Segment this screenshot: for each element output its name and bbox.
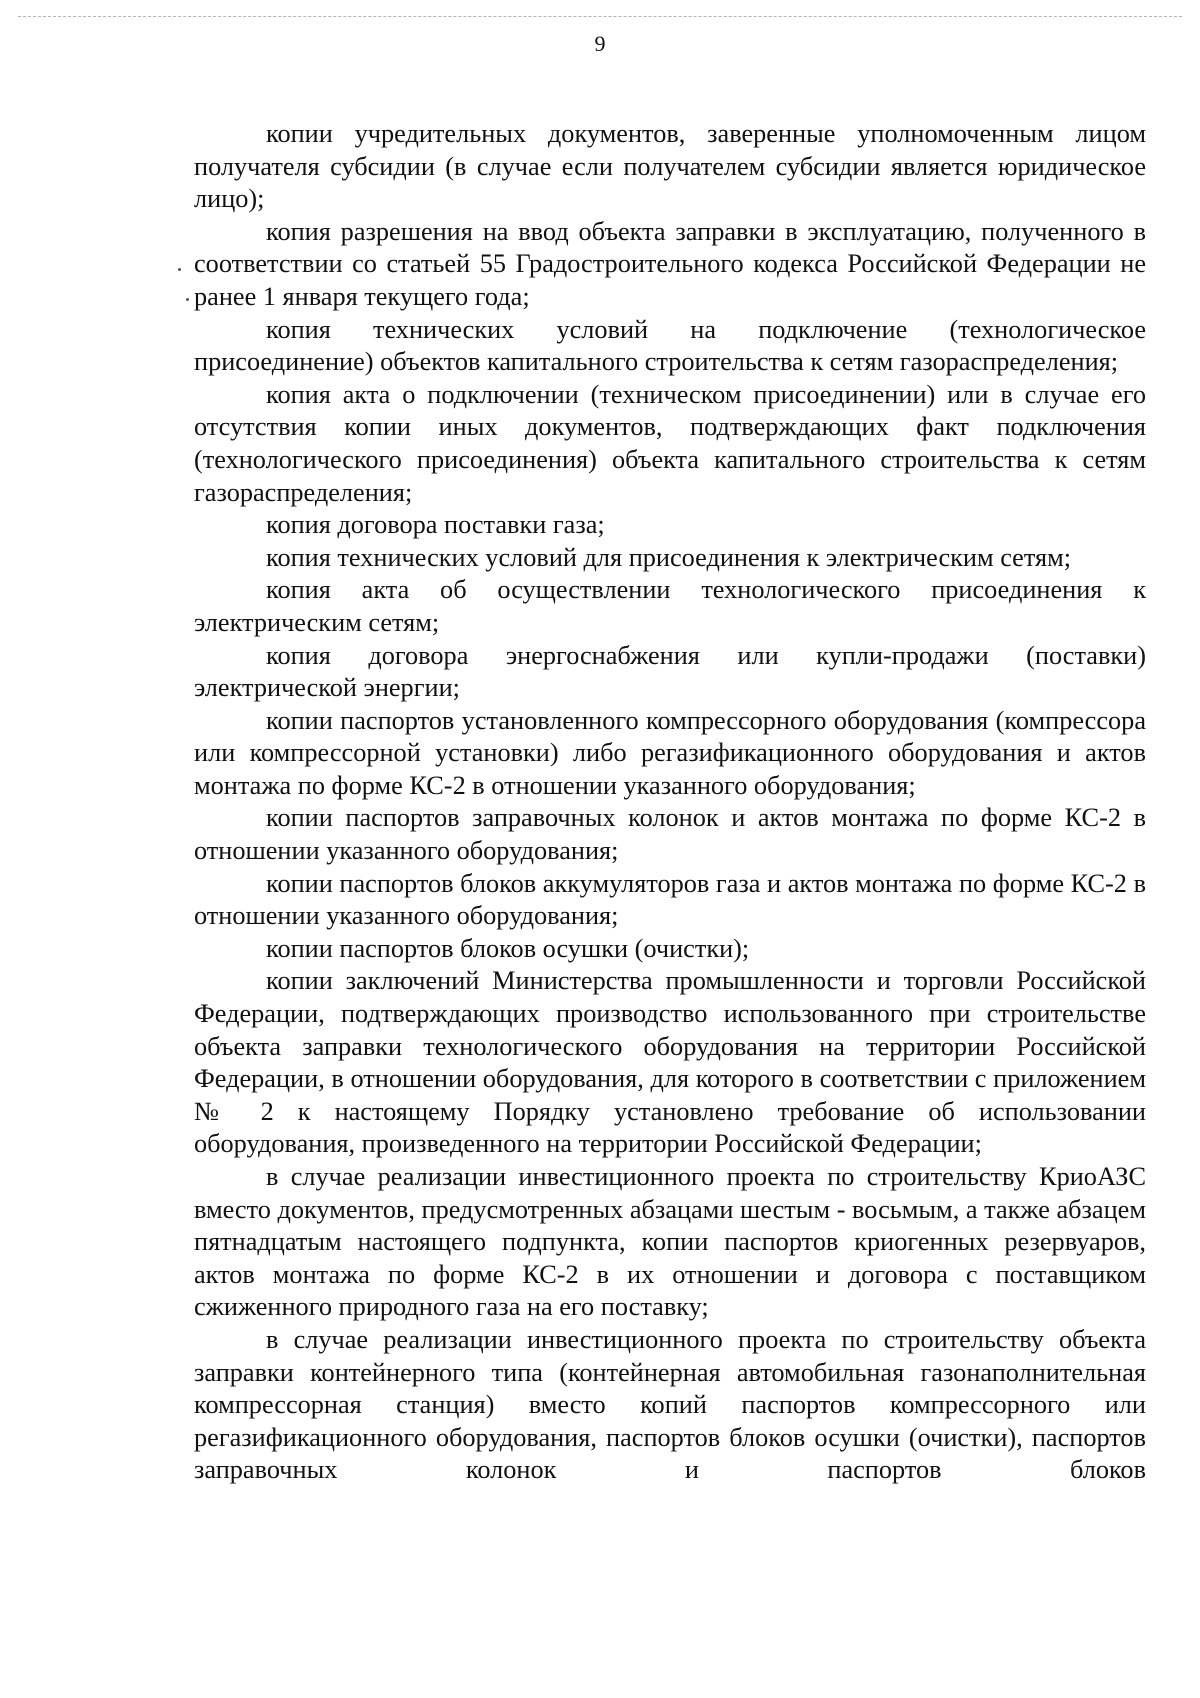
scan-speck xyxy=(178,268,181,271)
paragraph: копии паспортов установленного компрессорного оборудования (компрессора или компрессорной установки) либо регазификационного оборудования и актов монтажа по форме КС-2 в отношении указанного оборудования; xyxy=(194,705,1146,800)
paragraph: копии учредительных документов, заверенные уполномоченным лицом получателя субсидии (в случае если получателем субсидии является юридическое лицо); xyxy=(194,119,1146,214)
paragraph: в случае реализации инвестиционного проекта по строительству КриоАЗС вместо документов, предусмотренных абзацами шестым - восьмым, а также абзацем пятнадцатым настоящего подпункта, копии паспортов криогенных резервуаров, актов монтажа по форме КС-2 в их отношении и договора с поставщиком сжиженного природного газа на его поставку; xyxy=(194,1162,1146,1322)
paragraph: копия разрешения на ввод объекта заправки в эксплуатацию, полученного в соответствии со статьей 55 Градостроительного кодекса Российской Федерации не ранее 1 января текущего года; xyxy=(194,216,1146,311)
paragraph: копии паспортов блоков осушки (очистки); xyxy=(266,933,750,963)
scan-speck xyxy=(186,298,189,301)
document-body xyxy=(194,118,1146,1487)
page-number: 9 xyxy=(594,31,606,56)
scan-edge-line xyxy=(18,16,1182,17)
paragraph: копия технических условий для присоединения к электрическим сетям; xyxy=(266,542,1072,572)
paragraph: копии заключений Министерства промышленности и торговли Российской Федерации, подтверждающих производство использованного при строительстве объекта заправки технологического оборудования на территории Российской Федерации, в отношении оборудования, для которого в соответствии с приложением № 2 к настоящему Порядку установлено требование об использовании оборудования, произведенного на территории Российской Федерации; xyxy=(194,966,1146,1159)
paragraph: в случае реализации инвестиционного проекта по строительству объекта заправки контейнерного типа (контейнерная автомобильная газонаполнительная компрессорная станция) вместо копий паспортов компрессорного или регазификационного оборудования, паспортов блоков осушки (очистки), паспортов заправочных колонок и паспортов блоков xyxy=(194,1324,1146,1485)
paragraph: копия технических условий на подключение (технологическое присоединение) объектов капитального строительства к сетям газораспределения; xyxy=(194,314,1146,377)
paragraph: копия акта о подключении (техническом присоединении) или в случае его отсутствия копии иных документов, подтверждающих факт подключения (технологического присоединения) объекта капитального строительства к сетям газораспределения; xyxy=(194,379,1146,507)
paragraph: копии паспортов заправочных колонок и актов монтажа по форме КС-2 в отношении указанного оборудования; xyxy=(194,803,1146,866)
paragraph: копия договора энергоснабжения или купли-продажи (поставки) электрической энергии; xyxy=(194,640,1146,703)
paragraph: копия договора поставки газа; xyxy=(266,510,605,540)
paragraph: копии паспортов блоков аккумуляторов газа и актов монтажа по форме КС-2 в отношении указанного оборудования; xyxy=(194,868,1146,931)
paragraph: копия акта об осуществлении технологического присоединения к электрическим сетям; xyxy=(194,575,1146,637)
